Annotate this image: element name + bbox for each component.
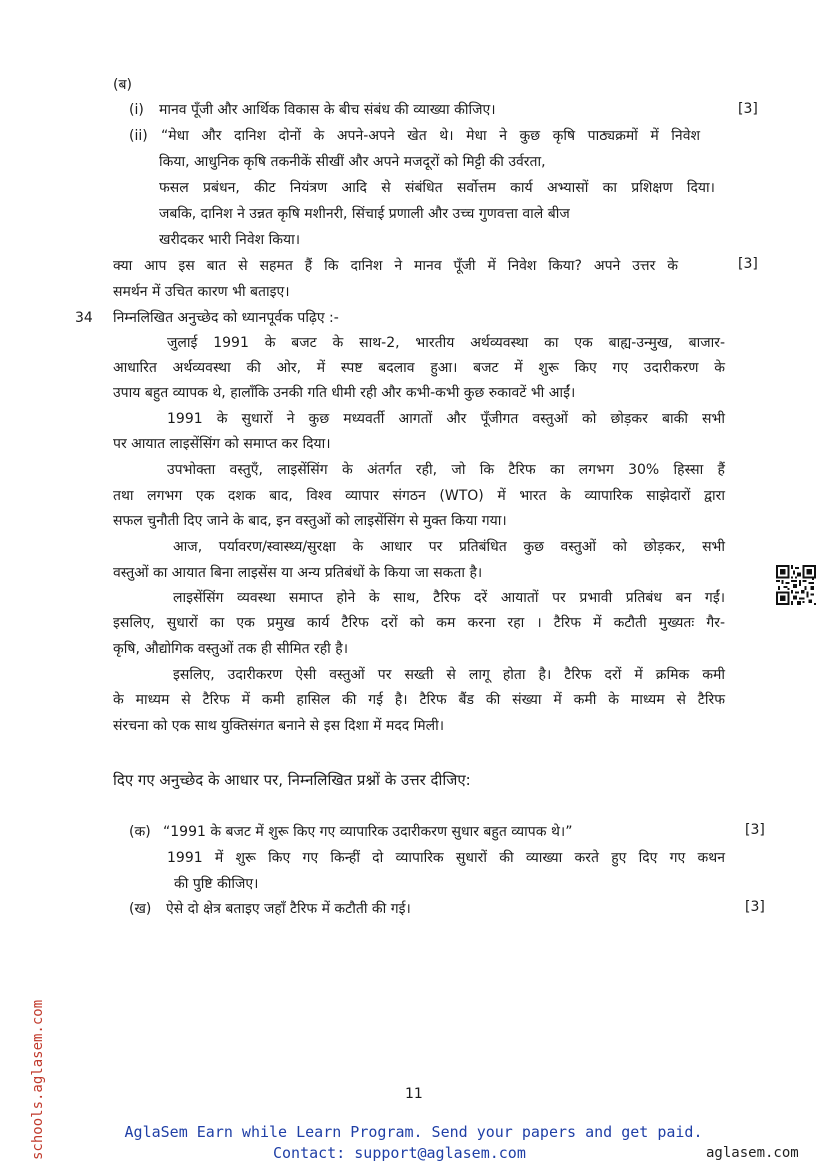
passage-line: कृषि, औद्योगिक वस्तुओं तक ही सीमित रही है। bbox=[113, 641, 349, 657]
question-number: 34 bbox=[75, 310, 93, 326]
question-number: (क) bbox=[129, 824, 151, 840]
passage-line: आधारित अर्थव्यवस्था की ओर, में स्पष्ट बदलाव हुआ। बजट में शुरू किए गए उदारीकरण के bbox=[113, 360, 725, 376]
passage-line: जुलाई 1991 के बजट के साथ-2, भारतीय अर्थव्यवस्था का एक बाह्य-उन्मुख, बाजार- bbox=[167, 335, 725, 351]
passage-line: पर आयात लाइसेंसिंग को समाप्त कर दिया। bbox=[113, 436, 331, 452]
question-number: (ख) bbox=[129, 901, 152, 917]
page-number: 11 bbox=[405, 1086, 423, 1102]
footer-site[interactable]: aglasem.com bbox=[706, 1145, 799, 1161]
footer-contact[interactable]: Contact: support@aglasem.com bbox=[273, 1144, 526, 1162]
question-text: समर्थन में उचित कारण भी बताइए। bbox=[113, 284, 290, 300]
question-text: मानव पूँजी और आर्थिक विकास के बीच संबंध की व्याख्या कीजिए। bbox=[159, 102, 496, 118]
case-text-line: खरीदकर भारी निवेश किया। bbox=[159, 232, 301, 248]
passage-line: उपभोक्ता वस्तुएँ, लाइसेंसिंग के अंतर्गत रही, जो कि टैरिफ का लगभग 30% हिस्सा हैं bbox=[167, 462, 725, 478]
case-text-line: फसल प्रबंधन, कीट नियंत्रण आदि से संबंधित सर्वोत्तम कार्य अभ्यासों का प्रशिक्षण दिया। bbox=[159, 180, 715, 196]
case-text-line: “मेधा और दानिश दोनों के अपने-अपने खेत थे। मेधा ने कुछ कृषि पाठ्यक्रमों में निवेश bbox=[161, 128, 700, 144]
question-text: 1991 में शुरू किए गए किन्हीं दो व्यापारिक सुधारों की व्याख्या करते हुए दिए गए कथन bbox=[167, 850, 725, 866]
passage-line: 1991 के सुधारों ने कुछ मध्यवर्ती आगतों और पूँजीगत वस्तुओं को छोड़कर बाकी सभी bbox=[167, 411, 725, 427]
passage-line: उपाय बहुत व्यापक थे, हालाँकि उनकी गति धीमी रही और कभी-कभी कुछ रुकावटें भी आईं। bbox=[113, 385, 576, 401]
question-intro: निम्नलिखित अनुच्छेद को ध्यानपूर्वक पढ़िए :- bbox=[113, 310, 339, 326]
passage-line: सफल चुनौती दिए जाने के बाद, इन वस्तुओं को लाइसेंसिंग से मुक्त किया गया। bbox=[113, 513, 507, 529]
passage-line: तथा लगभग एक दशक बाद, विश्व व्यापार संगठन (WTO) में भारत के व्यापारिक साझेदारों द्वारा bbox=[113, 488, 725, 504]
passage-line: आज, पर्यावरण/स्वास्थ्य/सुरक्षा के आधार पर प्रतिबंधित कुछ वस्तुओं को छोड़कर, सभी bbox=[173, 539, 725, 555]
passage-line: वस्तुओं का आयात बिना लाइसेंस या अन्य प्रतिबंधों के किया जा सकता है। bbox=[113, 565, 483, 581]
passage-line: के माध्यम से टैरिफ में कमी हासिल की गई है। टैरिफ बैंड की संख्या में कमी के माध्यम से टैरिफ bbox=[113, 692, 725, 708]
section-label: (ब) bbox=[113, 77, 132, 93]
marks: [3] bbox=[745, 899, 765, 915]
passage-line: लाइसेंसिंग व्यवस्था समाप्त होने के साथ, टैरिफ दरें आयातों पर प्रभावी प्रतिबंध बन गईं। bbox=[173, 590, 725, 606]
marks: [3] bbox=[738, 256, 758, 272]
question-number: (i) bbox=[129, 102, 144, 118]
marks: [3] bbox=[745, 822, 765, 838]
case-text-line: किया, आधुनिक कृषि तकनीकें सीखीं और अपने मजदूरों को मिट्टी की उर्वरता, bbox=[159, 154, 546, 170]
instruction: दिए गए अनुच्छेद के आधार पर, निम्नलिखित प्रश्नों के उत्तर दीजिए: bbox=[113, 771, 471, 789]
qr-code-icon bbox=[776, 565, 816, 605]
passage-line: इसलिए, सुधारों का एक प्रमुख कार्य टैरिफ दरों को कम करना रहा । टैरिफ में कटौती मुख्यतः गैर- bbox=[113, 615, 725, 631]
question-text: ऐसे दो क्षेत्र बताइए जहाँ टैरिफ में कटौती की गई। bbox=[166, 901, 411, 917]
case-text-line: जबकि, दानिश ने उन्नत कृषि मशीनरी, सिंचाई प्रणाली और उच्च गुणवत्ता वाले बीज bbox=[159, 206, 570, 222]
side-watermark: schools.aglasem.com bbox=[30, 999, 46, 1160]
passage-line: संरचना को एक साथ युक्तिसंगत बनाने से इस दिशा में मदद मिली। bbox=[113, 718, 445, 734]
question-number: (ii) bbox=[129, 128, 148, 144]
footer-promo: AglaSem Earn while Learn Program. Send your papers and get paid. bbox=[124, 1123, 703, 1141]
question-text: की पुष्टि कीजिए। bbox=[174, 876, 259, 892]
question-text: “1991 के बजट में शुरू किए गए व्यापारिक उदारीकरण सुधार बहुत व्यापक थे।” bbox=[163, 824, 573, 840]
question-text: क्या आप इस बात से सहमत हैं कि दानिश ने मानव पूँजी में निवेश किया? अपने उत्तर के bbox=[113, 258, 678, 274]
marks: [3] bbox=[738, 101, 758, 117]
passage-line: इसलिए, उदारीकरण ऐसी वस्तुओं पर सख्ती से लागू होता है। टैरिफ दरों में क्रमिक कमी bbox=[173, 667, 725, 683]
